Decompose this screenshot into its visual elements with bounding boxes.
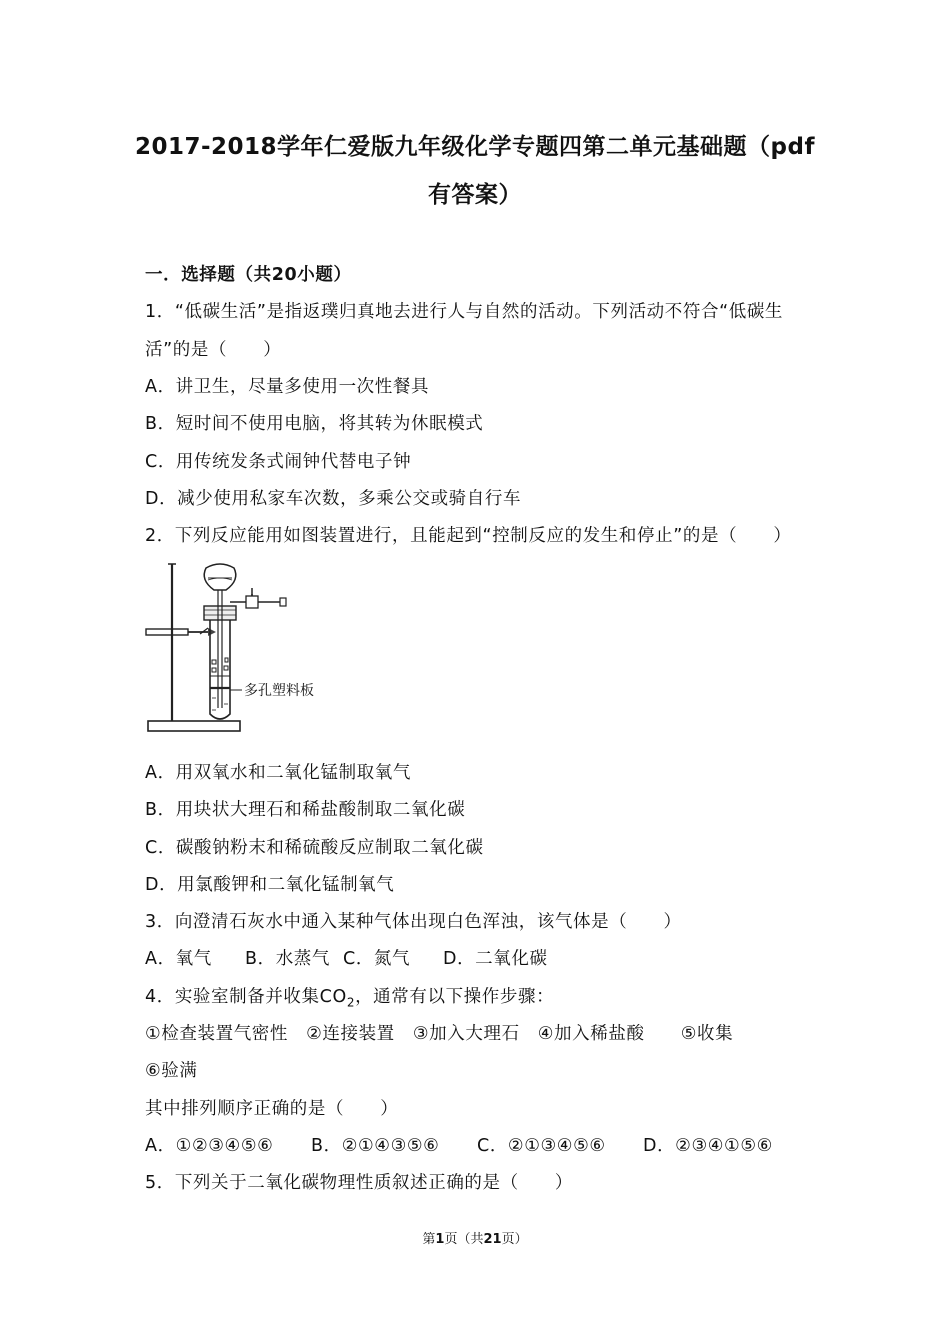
document-title-line1: 2017-2018学年仁爱版九年级化学专题四第二单元基础题（pdf [134, 134, 815, 160]
q4-stem-subscript: 2 [346, 995, 356, 1010]
q3-option-d: D．二氧化碳 [443, 949, 548, 969]
q4-options [145, 1132, 773, 1157]
q3-option-c: C．氮气 [343, 949, 411, 969]
q5-stem: 5．下列关于二氧化碳物理性质叙述正确的是（ ） [145, 1173, 574, 1193]
separatory-funnel [204, 564, 236, 590]
q3-option-b: B．水蒸气 [245, 949, 331, 969]
q1-option-a: A．讲卫生，尽量多使用一次性餐具 [145, 377, 430, 397]
footer-mid: 页（共 [444, 1232, 484, 1247]
section-heading: 一．选择题（共20小题） [145, 265, 352, 285]
stand-base [148, 721, 240, 731]
q4-stem-before: 4．实验室制备并收集CO [145, 987, 347, 1007]
page-footer [0, 1228, 950, 1247]
apparatus-figure [140, 558, 340, 738]
q4-option-d: D．②③④①⑤⑥ [643, 1136, 773, 1156]
q3-stem: 3．向澄清石灰水中通入某种气体出现白色浑浊，该气体是（ ） [145, 912, 682, 932]
q2-option-b: B．用块状大理石和稀盐酸制取二氧化碳 [145, 800, 466, 820]
q1-option-d: D．减少使用私家车次数，多乘公交或骑自行车 [145, 489, 522, 509]
document-title-line2: 有答案） [428, 182, 522, 208]
footer-post: 页） [501, 1232, 528, 1247]
solid-pieces [212, 658, 228, 672]
q4-steps-line2: ⑥验满 [145, 1061, 198, 1081]
q2-option-d: D．用氯酸钾和二氧化锰制氧气 [145, 875, 395, 895]
q2-stem: 2．下列反应能用如图装置进行，且能起到“控制反应的发生和停止”的是（ ） [145, 526, 792, 546]
q2-option-c: C．碳酸钠粉末和稀硫酸反应制取二氧化碳 [145, 838, 484, 858]
q3-options [145, 945, 548, 970]
q4-stem [145, 983, 554, 1010]
q4-option-b: B．②①④③⑤⑥ [311, 1136, 440, 1156]
footer-pre: 第 [422, 1232, 436, 1247]
clamp [146, 628, 216, 636]
q3-option-a: A．氧气 [145, 949, 212, 969]
rubber-stopper [204, 606, 236, 620]
q4-ask: 其中排列顺序正确的是（ ） [145, 1099, 399, 1119]
q4-option-c: C．②①③④⑤⑥ [477, 1136, 606, 1156]
q1-option-c: C．用传统发条式闹钟代替电子钟 [145, 452, 412, 472]
q4-option-a: A．①②③④⑤⑥ [145, 1136, 274, 1156]
q1-stem-line1: 1．“低碳生活”是指返璞归真地去进行人与自然的活动。下列活动不符合“低碳生 [145, 302, 784, 322]
q1-stem-line2: 活”的是（ ） [145, 340, 282, 360]
porous-plate-label: 多孔塑料板 [244, 683, 314, 699]
q4-steps: ①检查装置气密性 ②连接装置 ③加入大理石 ④加入稀盐酸 ⑤收集 [145, 1024, 734, 1044]
footer-page-number: 1 [435, 1232, 445, 1247]
q4-stem-after: ，通常有以下操作步骤： [355, 987, 555, 1007]
footer-total-pages: 21 [483, 1232, 502, 1247]
q1-option-b: B．短时间不使用电脑，将其转为休眠模式 [145, 414, 484, 434]
q2-option-a: A．用双氧水和二氧化锰制取氧气 [145, 763, 411, 783]
